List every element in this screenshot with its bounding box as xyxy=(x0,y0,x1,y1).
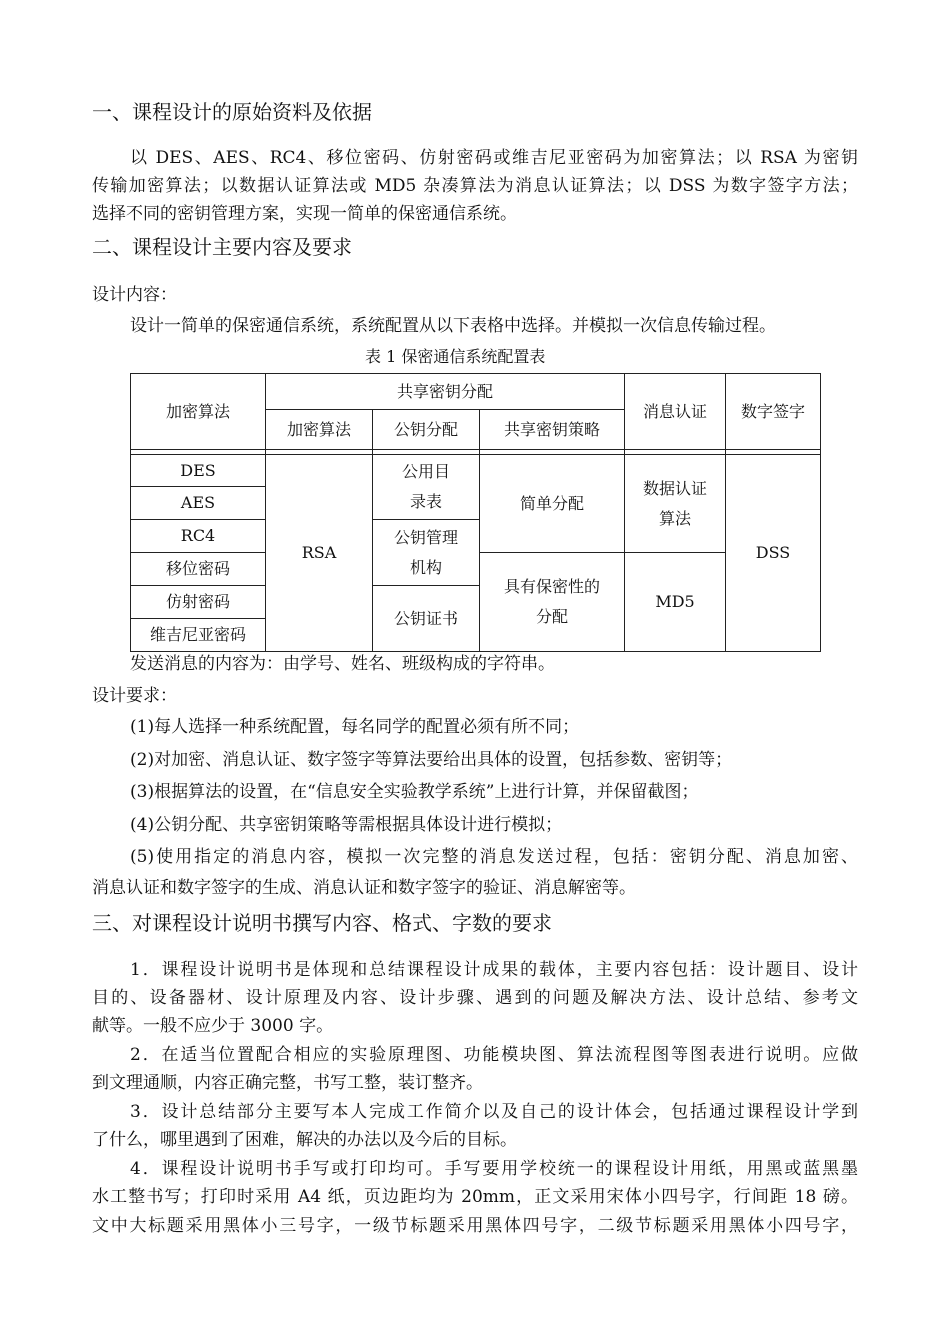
section1-para-line3: 选择不同的密钥管理方案，实现一简单的保密通信系统。 xyxy=(92,204,517,224)
secret-distribution-line2: 分配 xyxy=(536,607,569,626)
requirement-5-line2: 消息认证和数字签字的生成、消息认证和数字签字的验证、消息解密等。 xyxy=(92,878,636,898)
rsa-cell: RSA xyxy=(266,455,373,652)
secret-distribution-cell xyxy=(480,553,625,652)
item2-line1: 2．在适当位置配合相应的实验原理图、功能模块图、算法流程图等图表进行说明。应做 xyxy=(130,1045,858,1065)
secret-distribution-line1: 具有保密性的 xyxy=(504,577,601,596)
public-key-authority-line1: 公钥管理 xyxy=(393,527,458,547)
section2-heading: 二、课程设计主要内容及要求 xyxy=(92,235,352,259)
design-intro: 设计一简单的保密通信系统，系统配置从以下表格中选择。并模拟一次信息传输过程。 xyxy=(130,316,776,336)
subheader-encrypt-algorithm: 加密算法 xyxy=(266,410,373,450)
data-auth-line2: 算法 xyxy=(659,508,692,528)
public-key-certificate-cell: 公钥证书 xyxy=(373,586,480,652)
item3-line2: 了什么，哪里遇到了困难，解决的办法以及今后的目标。 xyxy=(92,1130,517,1150)
requirement-3: (3)根据算法的设置，在“信息安全实验教学系统”上进行计算，并保留截图； xyxy=(130,782,699,802)
data-auth-cell xyxy=(625,455,726,553)
public-directory-line1: 公用目 xyxy=(401,462,450,481)
section1-heading: 一、课程设计的原始资料及依据 xyxy=(92,100,372,124)
header-message-auth: 消息认证 xyxy=(625,374,726,450)
algorithm-cell: 维吉尼亚密码 xyxy=(131,619,266,652)
data-auth-line1: 数据认证 xyxy=(643,478,708,498)
config-table xyxy=(130,373,821,652)
algorithm-cell: DES xyxy=(131,455,266,487)
requirement-4: (4)公钥分配、共享密钥策略等需根据具体设计进行模拟； xyxy=(130,815,563,835)
item4-line2: 水工整书写；打印时采用 A4 纸，页边距均为 20mm，正文采用宋体小四号字，行间距 18 磅。 xyxy=(92,1187,858,1207)
section1-para-line1: 以 DES、AES、RC4、移位密码、仿射密码或维吉尼亚密码为加密算法；以 RSA 为密钥 xyxy=(130,148,858,168)
public-directory-line2: 录表 xyxy=(409,492,442,511)
public-key-authority-line2: 机构 xyxy=(409,557,442,577)
requirements-label: 设计要求： xyxy=(92,686,177,706)
item4-line1: 4．课程设计说明书手写或打印均可。手写要用学校统一的课程设计用纸，用黑或蓝黑墨 xyxy=(130,1159,858,1179)
requirement-5-line1: (5)使用指定的消息内容，模拟一次完整的消息发送过程，包括：密钥分配、消息加密、 xyxy=(130,847,858,867)
md5-cell: MD5 xyxy=(625,553,726,652)
algorithm-cell: 移位密码 xyxy=(131,553,266,586)
item3-line1: 3．设计总结部分主要写本人完成工作简介以及自己的设计体会，包括通过课程设计学到 xyxy=(130,1102,858,1122)
algorithm-cell: 仿射密码 xyxy=(131,586,266,619)
dss-cell: DSS xyxy=(726,455,821,652)
public-key-authority-cell xyxy=(373,520,480,586)
item1-line1: 1．课程设计说明书是体现和总结课程设计成果的载体，主要内容包括：设计题目、设计 xyxy=(130,960,858,980)
header-digital-signature: 数字签字 xyxy=(726,374,821,450)
public-directory-cell xyxy=(373,455,480,520)
item1-line3: 献等。一般不应少于 3000 字。 xyxy=(92,1016,334,1036)
algorithm-cell: AES xyxy=(131,487,266,520)
item1-line2: 目的、设备器材、设计原理及内容、设计步骤、遇到的问题及解决方法、设计总结、参考文 xyxy=(92,988,858,1008)
subheader-public-key-distribution: 公钥分配 xyxy=(373,410,480,450)
simple-distribution-cell: 简单分配 xyxy=(480,455,625,553)
subheader-shared-key-strategy: 共享密钥策略 xyxy=(480,410,625,450)
header-encrypt-algorithm: 加密算法 xyxy=(131,374,266,450)
algorithm-cell: RC4 xyxy=(131,520,266,553)
item4-line3: 文中大标题采用黑体小三号字，一级节标题采用黑体四号字，二级节标题采用黑体小四号字， xyxy=(92,1216,858,1236)
requirement-2: (2)对加密、消息认证、数字签字等算法要给出具体的设置，包括参数、密钥等； xyxy=(130,750,733,770)
item2-line2: 到文理通顺，内容正确完整，书写工整，装订整齐。 xyxy=(92,1073,483,1093)
design-content-label: 设计内容： xyxy=(92,285,177,305)
section1-para-line2: 传输加密算法；以数据认证算法或 MD5 杂凑算法为消息认证算法；以 DSS 为数字签字方法； xyxy=(92,176,858,196)
table-caption: 表 1 保密通信系统配置表 xyxy=(365,347,546,366)
header-shared-key-distribution: 共享密钥分配 xyxy=(266,374,625,410)
send-content: 发送消息的内容为：由学号、姓名、班级构成的字符串。 xyxy=(130,654,555,674)
section3-heading: 三、对课程设计说明书撰写内容、格式、字数的要求 xyxy=(92,911,552,935)
requirement-1: (1)每人选择一种系统配置，每名同学的配置必须有所不同； xyxy=(130,717,580,737)
